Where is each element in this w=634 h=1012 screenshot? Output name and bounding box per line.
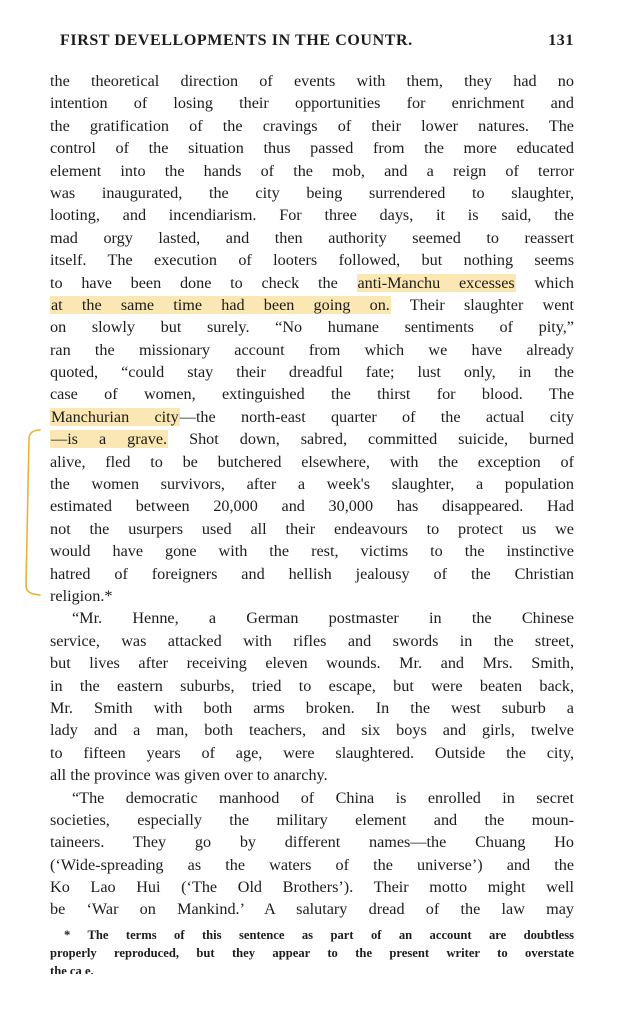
text-line: taineers. They go by different names—the Chuang Ho (50, 833, 574, 852)
text-segment: Their slaughter went (390, 295, 574, 314)
text-line: Ko Lao Hui (‘The Old Brothers’). Their motto might well (50, 878, 574, 897)
highlight-is-a-grave: —is a grave. (51, 430, 168, 449)
footnote-line-cut-off: the ca e. (50, 964, 94, 974)
text-line: to fifteen years of age, were slaughtered. Outside the city, (50, 743, 574, 762)
text-line: hatred of foreigners and hellish jealousy of the Christian (50, 564, 574, 583)
text-segment: to have been done to check the (50, 273, 357, 292)
text-line: be ‘War on Mankind.’ A salutary dread of the law may (50, 900, 574, 919)
text-line: element into the hands of the mob, and a reign of terror (50, 161, 574, 180)
text-line (50, 406, 574, 428)
text-segment: Shot down, sabred, committed suicide, burned (168, 430, 574, 449)
text-line: religion.* (50, 586, 113, 605)
text-line: service, was attacked with rifles and swords in the street, (50, 631, 574, 650)
highlight-manchurian-city: Manchurian city (51, 407, 179, 426)
footnote (50, 926, 574, 974)
running-title: FIRST DEVELLOPMENTS IN THE COUNTR. (60, 32, 413, 49)
footnote-line: properly reproduced, but they appear to the present writer to overstate (50, 946, 574, 960)
text-line: looting, and incendiarism. For three days, it is said, the (50, 206, 574, 225)
text-line (50, 428, 574, 450)
text-line: on slowly but surely. “No humane sentiments of pity,” (50, 318, 574, 337)
text-line: not the usurpers used all their endeavours to protect us we (50, 519, 574, 538)
text-line: lady and a man, both teachers, and six boys and girls, twelve (50, 721, 574, 740)
margin-bracket-annotation (18, 428, 44, 598)
text-line: estimated between 20,000 and 30,000 has disappeared. Had (50, 497, 574, 516)
page-number: 131 (548, 32, 574, 49)
text-line: alive, fled to be butchered elsewhere, with the exception of (50, 452, 574, 471)
text-line: control of the situation thus passed from the more educated (50, 139, 574, 158)
page-header (60, 32, 574, 58)
text-line: the theoretical direction of events with them, they had no (50, 72, 574, 90)
text-segment: —the north-east quarter of the actual city (179, 407, 575, 426)
text-line: “The democratic manhood of China is enrolled in secret (72, 788, 574, 807)
text-line: but lives after receiving eleven wounds. Mr. and Mrs. Smith, (50, 654, 574, 673)
text-line: intention of losing their opportunities for enrichment and (50, 94, 574, 113)
text-line: would have gone with the rest, victims to the instinctive (50, 542, 574, 561)
text-line: was inaugurated, the city being surrendered to slaughter, (50, 183, 574, 202)
text-line (50, 294, 574, 316)
text-line: itself. The execution of looters followed, but nothing seems (50, 251, 574, 270)
text-line: the gratification of the cravings of their lower natures. The (50, 116, 574, 135)
body-text (50, 70, 574, 921)
text-line: ran the missionary account from which we have already (50, 340, 574, 359)
footnote-line: * The terms of this sentence as part of an account are doubtless (64, 928, 574, 942)
text-segment: which (515, 273, 574, 292)
text-line: societies, especially the military element and the moun- (50, 810, 574, 829)
text-line (50, 272, 574, 294)
text-line: case of women, extinguished the thirst for blood. The (50, 385, 574, 404)
text-line: (‘Wide-spreading as the waters of the universe’) and the (50, 855, 574, 874)
text-line: mad orgy lasted, and then authority seemed to reassert (50, 228, 574, 247)
text-line: in the eastern suburbs, tried to escape, but were beaten back, (50, 676, 574, 695)
highlight-same-time-going-on: at the same time had been going on. (51, 295, 390, 314)
text-line: Mr. Smith with both arms broken. In the west suburb a (50, 698, 574, 717)
highlight-anti-manchu-excesses: anti-Manchu excesses (357, 273, 515, 292)
text-line: the women survivors, after a week's slaughter, a population (50, 475, 574, 494)
text-line: all the province was given over to anarchy. (50, 766, 328, 785)
text-line: quoted, “could stay their dreadful fate; lust only, in the (50, 363, 574, 382)
text-line: “Mr. Henne, a German postmaster in the Chinese (72, 609, 574, 628)
